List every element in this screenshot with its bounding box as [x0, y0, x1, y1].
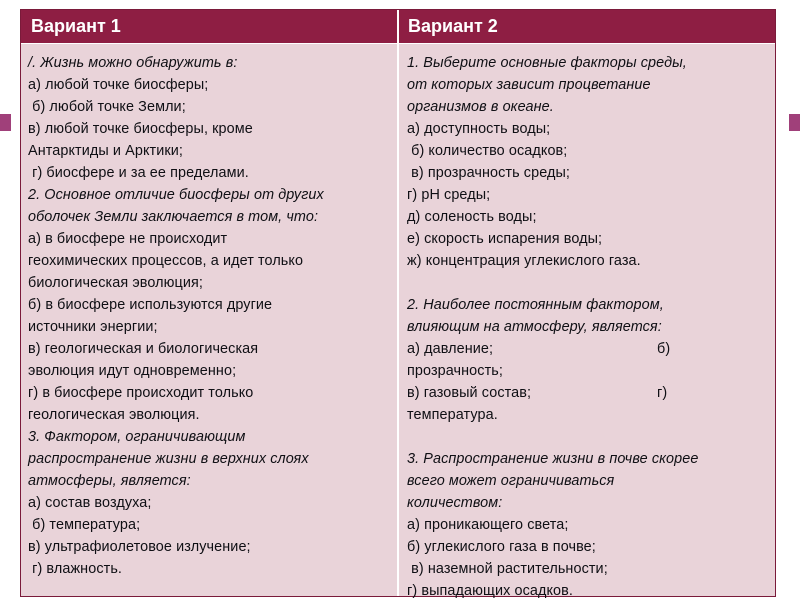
answer-option: температура. — [407, 407, 498, 423]
left-slide-marker — [0, 114, 11, 131]
answer-option: геохимических процессов, а идет только — [28, 253, 304, 269]
answer-option: г) влажность. — [28, 561, 123, 577]
question-prompt: атмосферы, является: — [28, 473, 191, 489]
answer-row — [407, 338, 767, 360]
answer-option: г) биосфере и за ее пределами. — [28, 165, 249, 181]
question-prompt: 2. Основное отличие биосферы от других — [28, 187, 324, 203]
answer-option: е) скорость испарения воды; — [407, 231, 603, 247]
answer-option: б) в биосфере используются другие — [28, 297, 273, 313]
answer-option: б) температура; — [28, 517, 141, 533]
answer-option: в) геологическая и биологическая — [28, 341, 259, 357]
question-prompt: 2. Наиболее постоянным фактором, — [407, 297, 664, 313]
question-prompt: распространение жизни в верхних слоях — [28, 451, 309, 467]
question-prompt: /. Жизнь можно обнаружить в: — [28, 55, 238, 71]
answer-option: биологическая эволюция; — [28, 275, 203, 291]
answer-option: б) любой точке Земли; — [28, 99, 186, 115]
answer-option: а) проникающего света; — [407, 517, 569, 533]
answer-option: в) газовый состав; — [407, 385, 532, 401]
question-prompt: от которых зависит процветание — [407, 77, 651, 93]
answer-option: а) доступность воды; — [407, 121, 551, 137]
answer-option: в) ультрафиолетовое излучение; — [28, 539, 251, 555]
question-prompt: количеством: — [407, 495, 503, 511]
right-slide-marker — [789, 114, 800, 131]
answer-row — [407, 382, 767, 404]
answer-option: эволюция идут одновременно; — [28, 363, 237, 379]
answer-option: а) любой точке биосферы; — [28, 77, 209, 93]
answer-option: а) состав воздуха; — [28, 495, 152, 511]
answer-option: в) прозрачность среды; — [407, 165, 571, 181]
answer-option: а) давление; — [407, 341, 494, 357]
answer-option: Антарктиды и Арктики; — [28, 143, 183, 159]
question-prompt: оболочек Земли заключается в том, что: — [28, 209, 319, 225]
answer-option: в) любой точке биосферы, кроме — [28, 121, 253, 137]
spacer — [407, 272, 767, 294]
answer-option: б) — [657, 341, 671, 357]
variants-table — [20, 9, 776, 597]
question-prompt: влияющим на атмосферу, является: — [407, 319, 662, 335]
answer-option: б) углекислого газа в почве; — [407, 539, 596, 555]
answer-option: в) наземной растительности; — [407, 561, 608, 577]
answer-option: г) pH среды; — [407, 187, 491, 203]
question-prompt: организмов в океане. — [407, 99, 554, 115]
answer-option: д) соленость воды; — [407, 209, 537, 225]
spacer — [407, 426, 767, 448]
variant-1-column — [21, 44, 397, 596]
answer-option: г) — [657, 385, 668, 401]
answer-option: геологическая эволюция. — [28, 407, 200, 423]
variant-2-column — [399, 44, 775, 599]
answer-option: г) выпадающих осадков. — [407, 583, 573, 599]
header-variant-1: Вариант 1 — [21, 10, 397, 43]
question-prompt: всего может ограничиваться — [407, 473, 615, 489]
answer-option: а) в биосфере не происходит — [28, 231, 228, 247]
answer-option: прозрачность; — [407, 363, 503, 379]
answer-option: источники энергии; — [28, 319, 158, 335]
question-prompt: 1. Выберите основные факторы среды, — [407, 55, 687, 71]
answer-option: ж) концентрация углекислого газа. — [407, 253, 641, 269]
question-prompt: 3. Фактором, ограничивающим — [28, 429, 246, 445]
answer-option: б) количество осадков; — [407, 143, 568, 159]
question-prompt: 3. Распространение жизни в почве скорее — [407, 451, 699, 467]
answer-option: г) в биосфере происходит только — [28, 385, 254, 401]
header-variant-2: Вариант 2 — [398, 10, 775, 43]
